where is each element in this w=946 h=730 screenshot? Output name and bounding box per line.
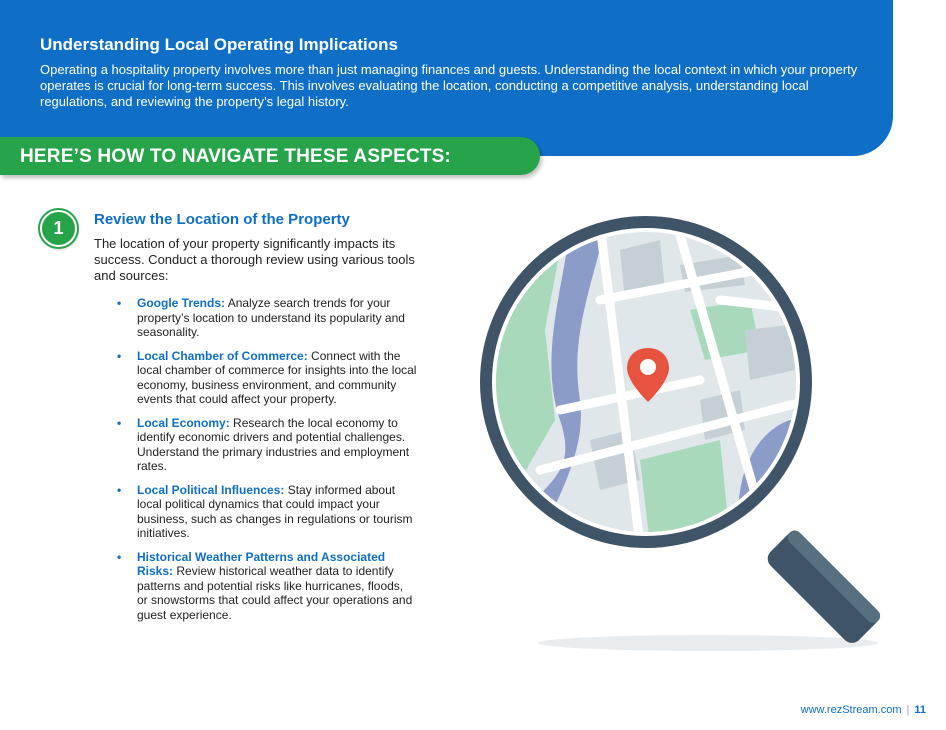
list-item-text: Analyze search trends for your property’s location to understand its popularity and seasonality. <box>137 296 405 339</box>
bullet-dot-icon: • <box>117 348 122 363</box>
list-item <box>117 349 417 407</box>
page-number: 11 <box>914 704 926 716</box>
bullet-dot-icon: • <box>117 415 122 430</box>
header-band <box>0 0 893 156</box>
step-title: Review the Location of the Property <box>94 211 350 228</box>
tools-list <box>117 296 417 631</box>
list-item-text: Review historical weather data to identify patterns and potential risks like hurricanes, floods, or snowstorms that could affect your operations and guest experience. <box>137 564 413 622</box>
step-intro: The location of your property significantly impacts its success. Conduct a thorough review using various tools and sources: <box>94 236 415 283</box>
list-item-term: Local Economy: <box>137 415 230 430</box>
list-item-text: Connect with the local chamber of commerce for insights into the local economy, business environment, and community events that could affect your property. <box>137 348 417 406</box>
list-item-term: Local Political Influences: <box>137 482 285 497</box>
ground-shadow <box>538 635 878 651</box>
step-number-badge: 1 <box>40 210 77 247</box>
list-item-term: Historical Weather Patterns and Associated Risks: <box>137 549 386 578</box>
list-item-text: Research the local economy to identify economic drivers and potential challenges. Understand the primary industries and employment rates. <box>137 415 410 473</box>
list-item <box>117 550 417 623</box>
bullet-dot-icon: • <box>117 296 122 310</box>
page-footer <box>801 704 926 716</box>
magnifier-map-icon <box>470 200 930 670</box>
aspects-banner <box>0 137 540 175</box>
list-item-text: Stay informed about local political dynamics that could impact your business, such as changes in regulations or tourism initiatives. <box>137 482 413 540</box>
list-item <box>117 416 417 474</box>
magnifier-handle <box>764 528 884 648</box>
list-item-term: Local Chamber of Commerce: <box>137 348 308 363</box>
list-item <box>117 296 417 340</box>
banner-text: HERE’S HOW TO NAVIGATE THESE ASPECTS: <box>20 146 452 167</box>
footer-url-link[interactable]: www.rezStream.com <box>800 704 902 716</box>
bullet-dot-icon: • <box>117 549 122 564</box>
section-title: Understanding Local Operating Implications <box>40 35 398 54</box>
list-item-term: Google Trends: <box>137 296 226 310</box>
list-item <box>117 483 417 541</box>
footer-separator: | <box>906 704 910 716</box>
bullet-dot-icon: • <box>117 482 122 497</box>
section-intro: Operating a hospitality property involves more than just managing finances and guests. Understanding the local context in which your property operates is crucial for long-term success. This involves evaluating the location, conducting a competitive analysis, understanding local regulations, and reviewing the property’s legal history. <box>40 62 858 109</box>
